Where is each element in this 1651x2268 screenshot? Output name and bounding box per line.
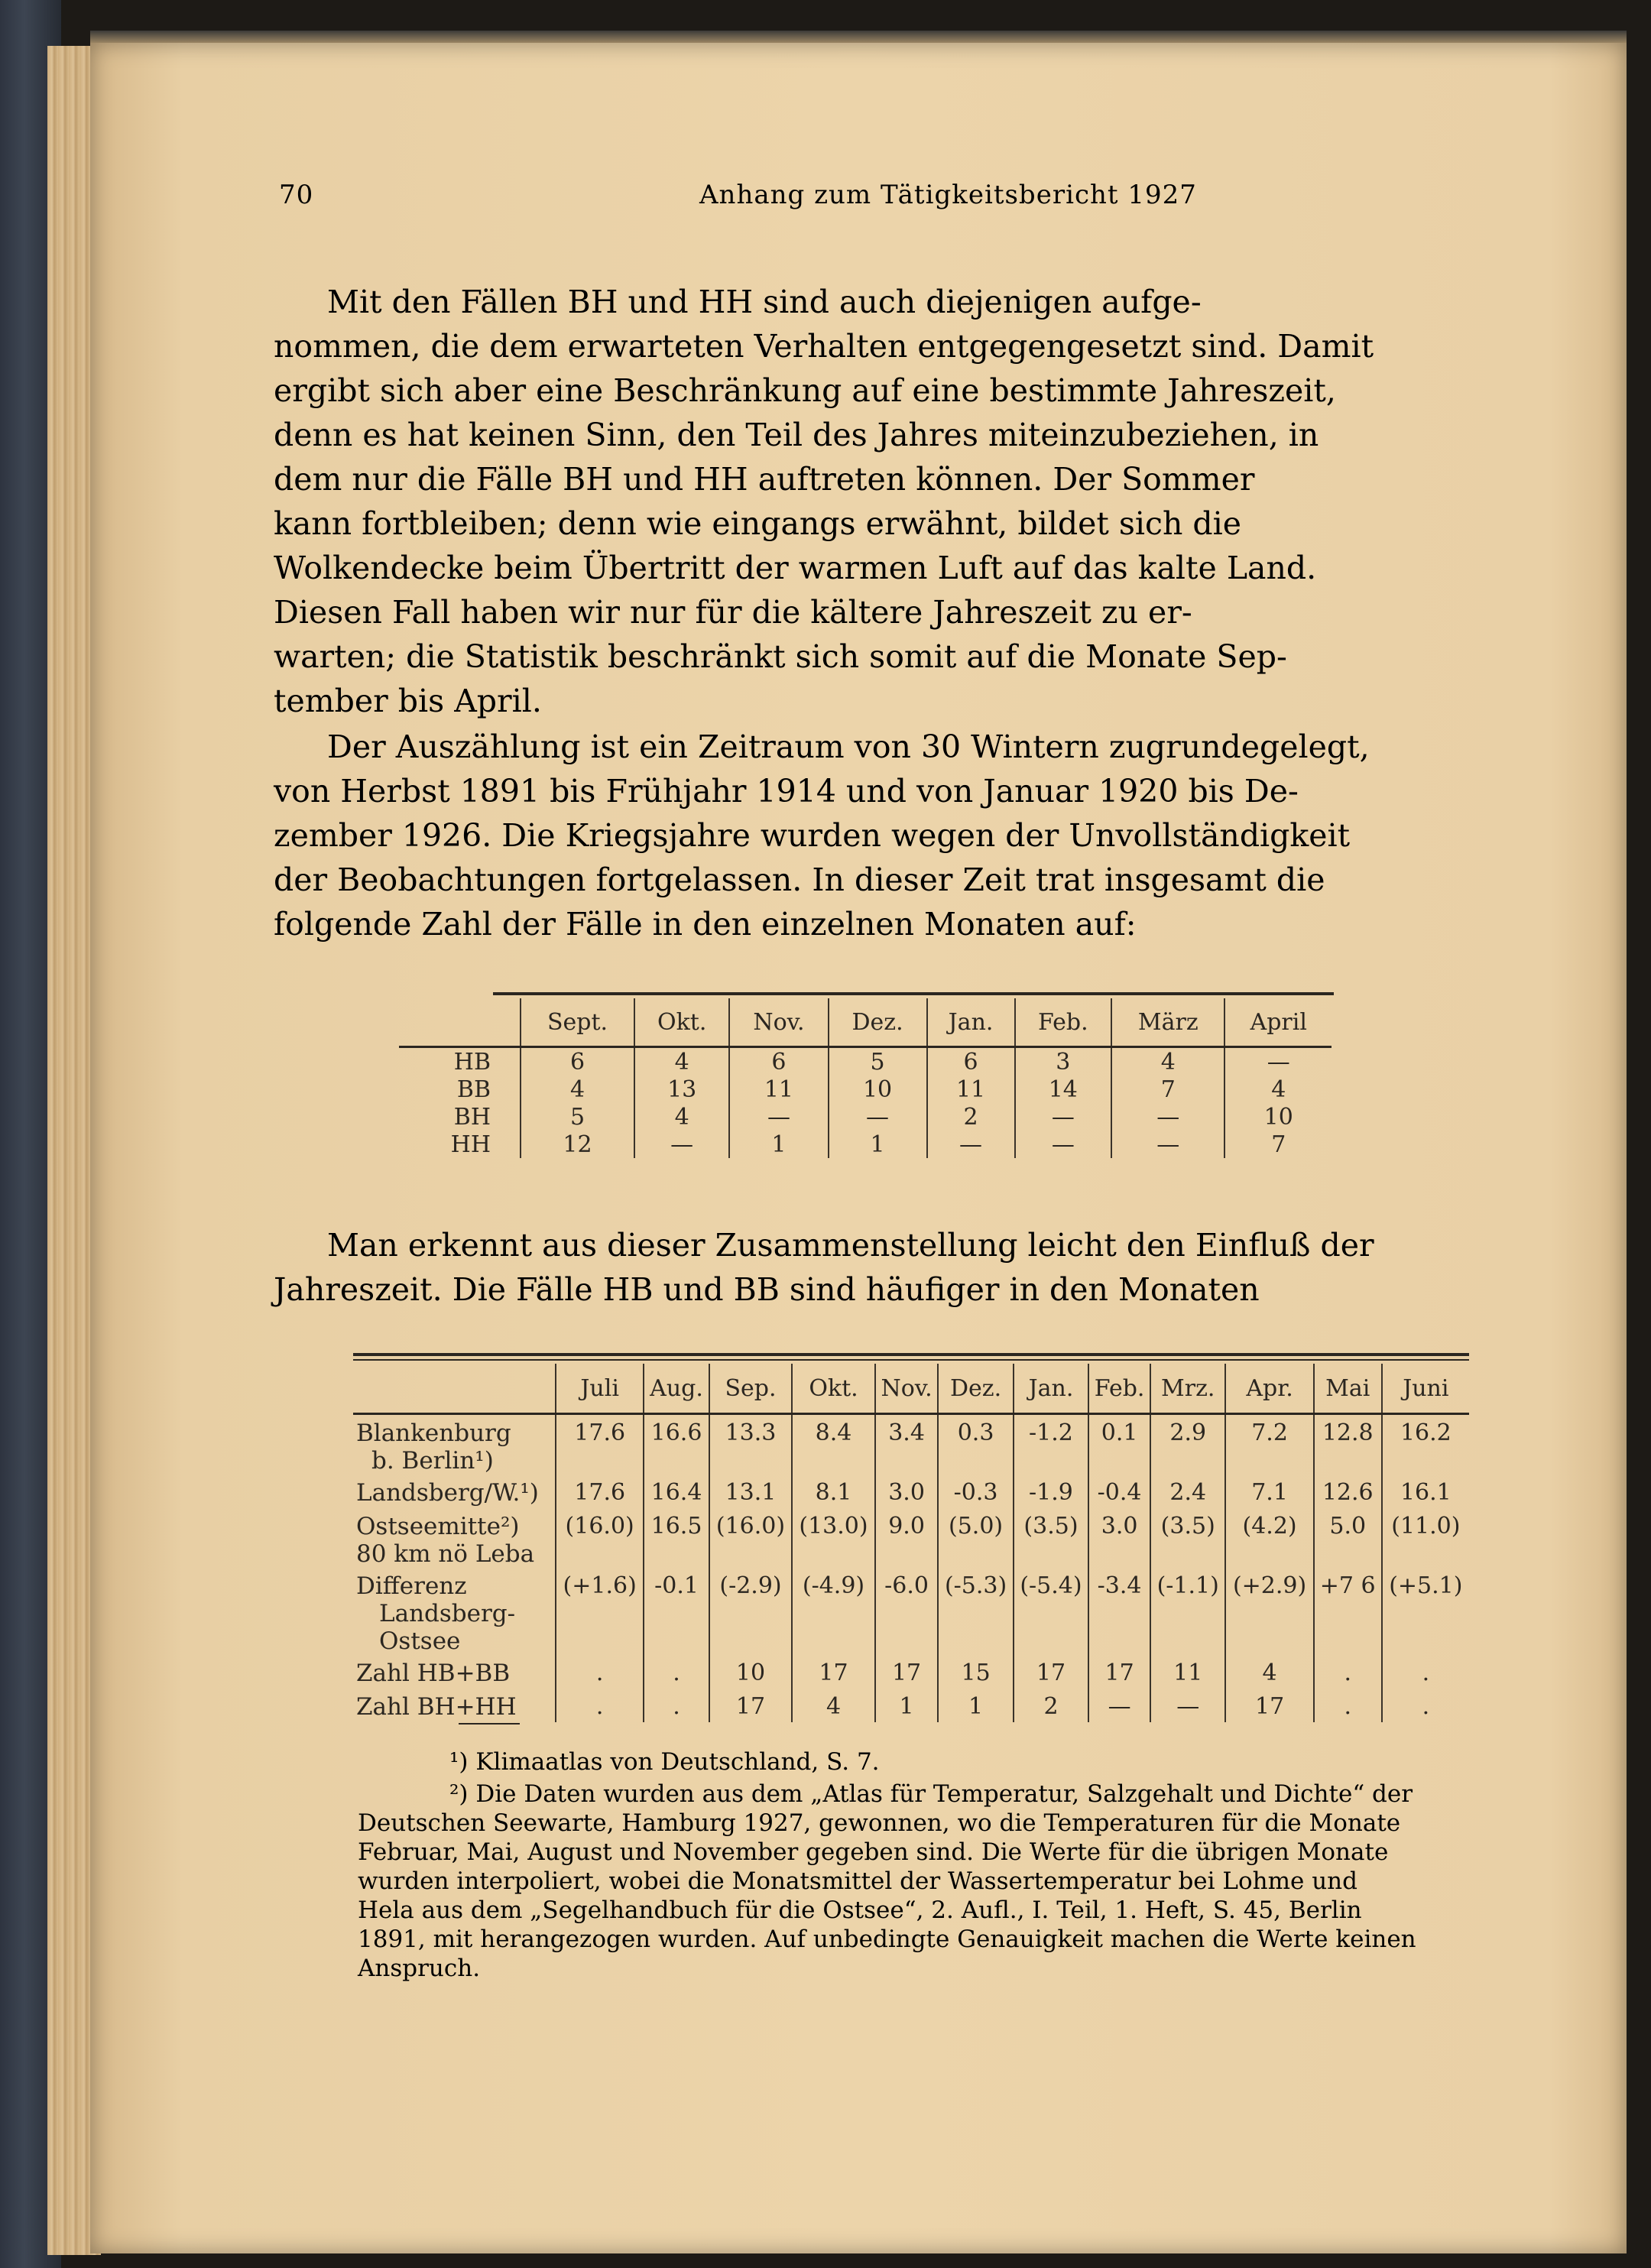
table-cell: 8.1: [792, 1475, 875, 1508]
row-label: BB: [456, 1076, 491, 1103]
row-label-line: Zahl BH+HH: [356, 1693, 517, 1721]
column-header: Jan.: [1014, 1364, 1088, 1414]
text-line: denn es hat keinen Sinn, den Teil des Jahres miteinzubeziehen, in: [274, 417, 1319, 453]
table-row: [399, 1131, 1332, 1158]
table-cell: (3.5): [1150, 1508, 1225, 1568]
row-label-line: Zahl HB+BB: [356, 1660, 511, 1687]
table-cell: 16.6: [644, 1414, 709, 1475]
table-cell: 1: [875, 1689, 939, 1722]
text-line: der Beobachtungen fortgelassen. In dieser Zeit trat insgesamt die: [274, 861, 1325, 898]
table-cell: 3: [1015, 1047, 1112, 1076]
table2-top-rule-2: [353, 1359, 1469, 1361]
text-line: von Herbst 1891 bis Frühjahr 1914 und von Januar 1920 bis De-: [274, 773, 1299, 810]
table-cell: 9.0: [875, 1508, 939, 1568]
table-row: [353, 1689, 1469, 1722]
column-header: Apr.: [1225, 1364, 1313, 1414]
row-label: [353, 1508, 556, 1568]
text-line: nommen, die dem erwarteten Verhalten entgegengesetzt sind. Damit: [274, 328, 1374, 365]
table-cell: 4: [1225, 1655, 1313, 1689]
text-line: Mit den Fällen BH und HH sind auch diejenigen aufge-: [327, 284, 1202, 320]
footnote-line: Februar, Mai, August und November gegeben sind. Die Werte für die übrigen Monate: [358, 1838, 1389, 1866]
table-cell: 6: [521, 1047, 634, 1076]
table-cell: —: [1015, 1131, 1112, 1158]
table-cell: 17.6: [556, 1414, 644, 1475]
text-line: zember 1926. Die Kriegsjahre wurden wegen der Unvollständigkeit: [274, 817, 1351, 854]
row-label: [353, 1568, 556, 1655]
table-cell: .: [556, 1689, 644, 1722]
table-cell: 17.6: [556, 1475, 644, 1508]
table-cell: (16.0): [709, 1508, 793, 1568]
table-cell: +7 6: [1314, 1568, 1382, 1655]
row-label: BH: [453, 1103, 491, 1131]
text-line: dem nur die Fälle BH und HH auftreten können. Der Sommer: [274, 461, 1255, 498]
table-cell: 4: [792, 1689, 875, 1722]
table-cell: 17: [1014, 1655, 1088, 1689]
text-line: Diesen Fall haben wir nur für die kältere Jahreszeit zu er-: [274, 594, 1192, 631]
table-cell: 15: [938, 1655, 1013, 1689]
column-header: Juni: [1382, 1364, 1469, 1414]
table-cell: 17: [875, 1655, 939, 1689]
table-cell: 3.0: [875, 1475, 939, 1508]
table-cell: .: [644, 1655, 709, 1689]
table-cell: .: [1382, 1689, 1469, 1722]
table-cell: 16.5: [644, 1508, 709, 1568]
table-cell: 11: [1150, 1655, 1225, 1689]
table-cell: 2: [927, 1103, 1015, 1131]
table-cell: -0.1: [644, 1568, 709, 1655]
table-corner: [399, 998, 521, 1047]
footnote-separator: [459, 1723, 520, 1725]
text-line: Der Auszählung ist ein Zeitraum von 30 Wintern zugrundegelegt,: [327, 728, 1370, 765]
row-label-line: Ostseemitte²): [356, 1513, 520, 1540]
table-cell: 0.3: [938, 1414, 1013, 1475]
row-label: [353, 1475, 556, 1508]
table-cell: 13: [634, 1076, 729, 1103]
table-cell: 12.8: [1314, 1414, 1382, 1475]
table-cell: 16.2: [1382, 1414, 1469, 1475]
table-cell: —: [1111, 1103, 1224, 1131]
table-cell: 7: [1111, 1076, 1224, 1103]
table-cell: 17: [1088, 1655, 1150, 1689]
table-cell: 12: [521, 1131, 634, 1158]
row-label-line: Landsberg-: [379, 1600, 516, 1627]
column-header: Mrz.: [1150, 1364, 1225, 1414]
table-cell: (3.5): [1014, 1508, 1088, 1568]
table-cell: 14: [1015, 1076, 1112, 1103]
table-cell: —: [1111, 1131, 1224, 1158]
table-cell: —: [927, 1131, 1015, 1158]
table-cell: —: [729, 1103, 828, 1131]
table-cell: -0.3: [938, 1475, 1013, 1508]
table-cell: 17: [792, 1655, 875, 1689]
table-cell: 4: [1224, 1076, 1332, 1103]
table-cell: 16.1: [1382, 1475, 1469, 1508]
row-label-line: b. Berlin¹): [371, 1447, 494, 1475]
column-header: Feb.: [1088, 1364, 1150, 1414]
column-header: Juli: [556, 1364, 644, 1414]
table1-top-rule: [493, 992, 1334, 995]
footnote-line: ¹) Klimaatlas von Deutschland, S. 7.: [449, 1748, 880, 1776]
page-number: 70: [279, 180, 314, 210]
table-cell: 16.4: [644, 1475, 709, 1508]
table-header-row: [353, 1364, 1469, 1414]
table-cell: (4.2): [1225, 1508, 1313, 1568]
table-row: [353, 1508, 1469, 1568]
table-cell: .: [556, 1655, 644, 1689]
table-row: [353, 1475, 1469, 1508]
table-cell: 5.0: [1314, 1508, 1382, 1568]
table-cell: —: [1088, 1689, 1150, 1722]
footnote-line: Deutschen Seewarte, Hamburg 1927, gewonnen, wo die Temperaturen für die Monate: [358, 1809, 1401, 1837]
footnote-line: wurden interpoliert, wobei die Monatsmittel der Wassertemperatur bei Lohme und: [358, 1867, 1357, 1895]
text-line: ergibt sich aber eine Beschränkung auf eine bestimmte Jahreszeit,: [274, 372, 1336, 409]
table-cell: 5: [521, 1103, 634, 1131]
table-cell: 1: [729, 1131, 828, 1158]
table-cell: 1: [829, 1131, 927, 1158]
table-row: [353, 1655, 1469, 1689]
table-cell: -1.9: [1014, 1475, 1088, 1508]
footnote-line: Hela aus dem „Segelhandbuch für die Ostsee“, 2. Aufl., I. Teil, 1. Heft, S. 45, Berlin: [358, 1896, 1362, 1924]
table-cell: 7.1: [1225, 1475, 1313, 1508]
column-header: Okt.: [792, 1364, 875, 1414]
column-header: Nov.: [875, 1364, 939, 1414]
table-cell: .: [644, 1689, 709, 1722]
text-line: kann fortbleiben; denn wie eingangs erwähnt, bildet sich die: [274, 505, 1242, 542]
table-cell: (+1.6): [556, 1568, 644, 1655]
table-cell: 4: [634, 1103, 729, 1131]
cases-per-month-table: [399, 998, 1332, 1158]
table-cell: 4: [634, 1047, 729, 1076]
table-cell: (+5.1): [1382, 1568, 1469, 1655]
footnote-line: Anspruch.: [358, 1955, 481, 1982]
table-cell: —: [1224, 1047, 1332, 1076]
table-cell: —: [1015, 1103, 1112, 1131]
table-cell: 0.1: [1088, 1414, 1150, 1475]
table-header-row: [399, 998, 1332, 1047]
table-cell: 17: [1225, 1689, 1313, 1722]
table-cell: (13.0): [792, 1508, 875, 1568]
table-cell: .: [1314, 1689, 1382, 1722]
row-label: [353, 1689, 556, 1722]
table-cell: 2.9: [1150, 1414, 1225, 1475]
text-line: Jahreszeit. Die Fälle HB und BB sind häufiger in den Monaten: [274, 1271, 1260, 1308]
text-line: folgende Zahl der Fälle in den einzelnen Monaten auf:: [274, 906, 1137, 943]
column-header: März: [1111, 998, 1224, 1047]
paragraph-1: [274, 280, 1474, 723]
table-row: [353, 1414, 1469, 1475]
table-cell: 8.4: [792, 1414, 875, 1475]
table-cell: (5.0): [938, 1508, 1013, 1568]
table-corner: [353, 1364, 556, 1414]
table-cell: .: [1314, 1655, 1382, 1689]
table-cell: 13.1: [709, 1475, 793, 1508]
table-cell: (-1.1): [1150, 1568, 1225, 1655]
running-header: [279, 180, 1471, 226]
table-cell: -1.2: [1014, 1414, 1088, 1475]
footnote-1: [358, 1747, 1474, 1776]
running-title: Anhang zum Tätigkeitsbericht 1927: [699, 180, 1197, 210]
text-line: warten; die Statistik beschränkt sich somit auf die Monate Sep-: [274, 638, 1287, 675]
paragraph-3: [274, 1223, 1474, 1312]
table-cell: 7.2: [1225, 1414, 1313, 1475]
table-row: [353, 1568, 1469, 1655]
table-cell: 6: [729, 1047, 828, 1076]
table-cell: .: [1382, 1655, 1469, 1689]
column-header: Dez.: [938, 1364, 1013, 1414]
column-header: April: [1224, 998, 1332, 1047]
row-label-line: Landsberg/W.¹): [356, 1479, 539, 1507]
row-label-line: Blankenburg: [356, 1420, 511, 1447]
table-cell: 4: [1111, 1047, 1224, 1076]
footnote-2: [358, 1780, 1474, 1983]
table-cell: (-2.9): [709, 1568, 793, 1655]
table-row: [399, 1047, 1332, 1076]
column-header: Sept.: [521, 998, 634, 1047]
column-header: Feb.: [1015, 998, 1112, 1047]
temperature-table: [353, 1364, 1469, 1722]
row-label-line: Differenz: [356, 1572, 467, 1600]
footnote-line: ²) Die Daten wurden aus dem „Atlas für Temperatur, Salzgehalt und Dichte“ der: [449, 1780, 1413, 1808]
table-cell: 12.6: [1314, 1475, 1382, 1508]
column-header: Jan.: [927, 998, 1015, 1047]
table-row: [399, 1076, 1332, 1103]
table-cell: 1: [938, 1689, 1013, 1722]
text-line: tember bis April.: [274, 683, 542, 719]
table-cell: —: [634, 1131, 729, 1158]
row-label-line: Ostsee: [379, 1627, 461, 1655]
text-line: Wolkendecke beim Übertritt der warmen Luft auf das kalte Land.: [274, 550, 1317, 586]
table-cell: 13.3: [709, 1414, 793, 1475]
table2-top-rule: [353, 1353, 1469, 1356]
table-cell: -6.0: [875, 1568, 939, 1655]
table-cell: 5: [829, 1047, 927, 1076]
table-cell: (16.0): [556, 1508, 644, 1568]
table-row: [399, 1103, 1332, 1131]
table-cell: -0.4: [1088, 1475, 1150, 1508]
table-cell: 3.4: [875, 1414, 939, 1475]
text-line: Man erkennt aus dieser Zusammenstellung leicht den Einfluß der: [327, 1227, 1374, 1264]
table-cell: 10: [709, 1655, 793, 1689]
column-header: Aug.: [644, 1364, 709, 1414]
column-header: Sep.: [709, 1364, 793, 1414]
table-cell: 7: [1224, 1131, 1332, 1158]
row-label: HB: [453, 1048, 491, 1076]
table-cell: -3.4: [1088, 1568, 1150, 1655]
table-cell: 2.4: [1150, 1475, 1225, 1508]
table-cell: 11: [729, 1076, 828, 1103]
column-header: Okt.: [634, 998, 729, 1047]
row-label: HH: [450, 1131, 491, 1158]
footnote-line: 1891, mit herangezogen wurden. Auf unbedingte Genauigkeit machen die Werte keinen: [358, 1926, 1416, 1953]
table-cell: 11: [927, 1076, 1015, 1103]
table-cell: 6: [927, 1047, 1015, 1076]
table-cell: 4: [521, 1076, 634, 1103]
table-cell: 10: [1224, 1103, 1332, 1131]
table-cell: 17: [709, 1689, 793, 1722]
column-header: Mai: [1314, 1364, 1382, 1414]
table-cell: —: [829, 1103, 927, 1131]
row-label-line: 80 km nö Leba: [356, 1540, 535, 1568]
table-cell: (-4.9): [792, 1568, 875, 1655]
table-cell: 2: [1014, 1689, 1088, 1722]
column-header: Dez.: [829, 998, 927, 1047]
table-cell: (+2.9): [1225, 1568, 1313, 1655]
column-header: Nov.: [729, 998, 828, 1047]
table-cell: (11.0): [1382, 1508, 1469, 1568]
paragraph-2: [274, 725, 1474, 946]
table-cell: 3.0: [1088, 1508, 1150, 1568]
row-label: [353, 1414, 556, 1475]
table-cell: (-5.4): [1014, 1568, 1088, 1655]
table-cell: (-5.3): [938, 1568, 1013, 1655]
table-cell: —: [1150, 1689, 1225, 1722]
table-cell: 10: [829, 1076, 927, 1103]
row-label: [353, 1655, 556, 1689]
